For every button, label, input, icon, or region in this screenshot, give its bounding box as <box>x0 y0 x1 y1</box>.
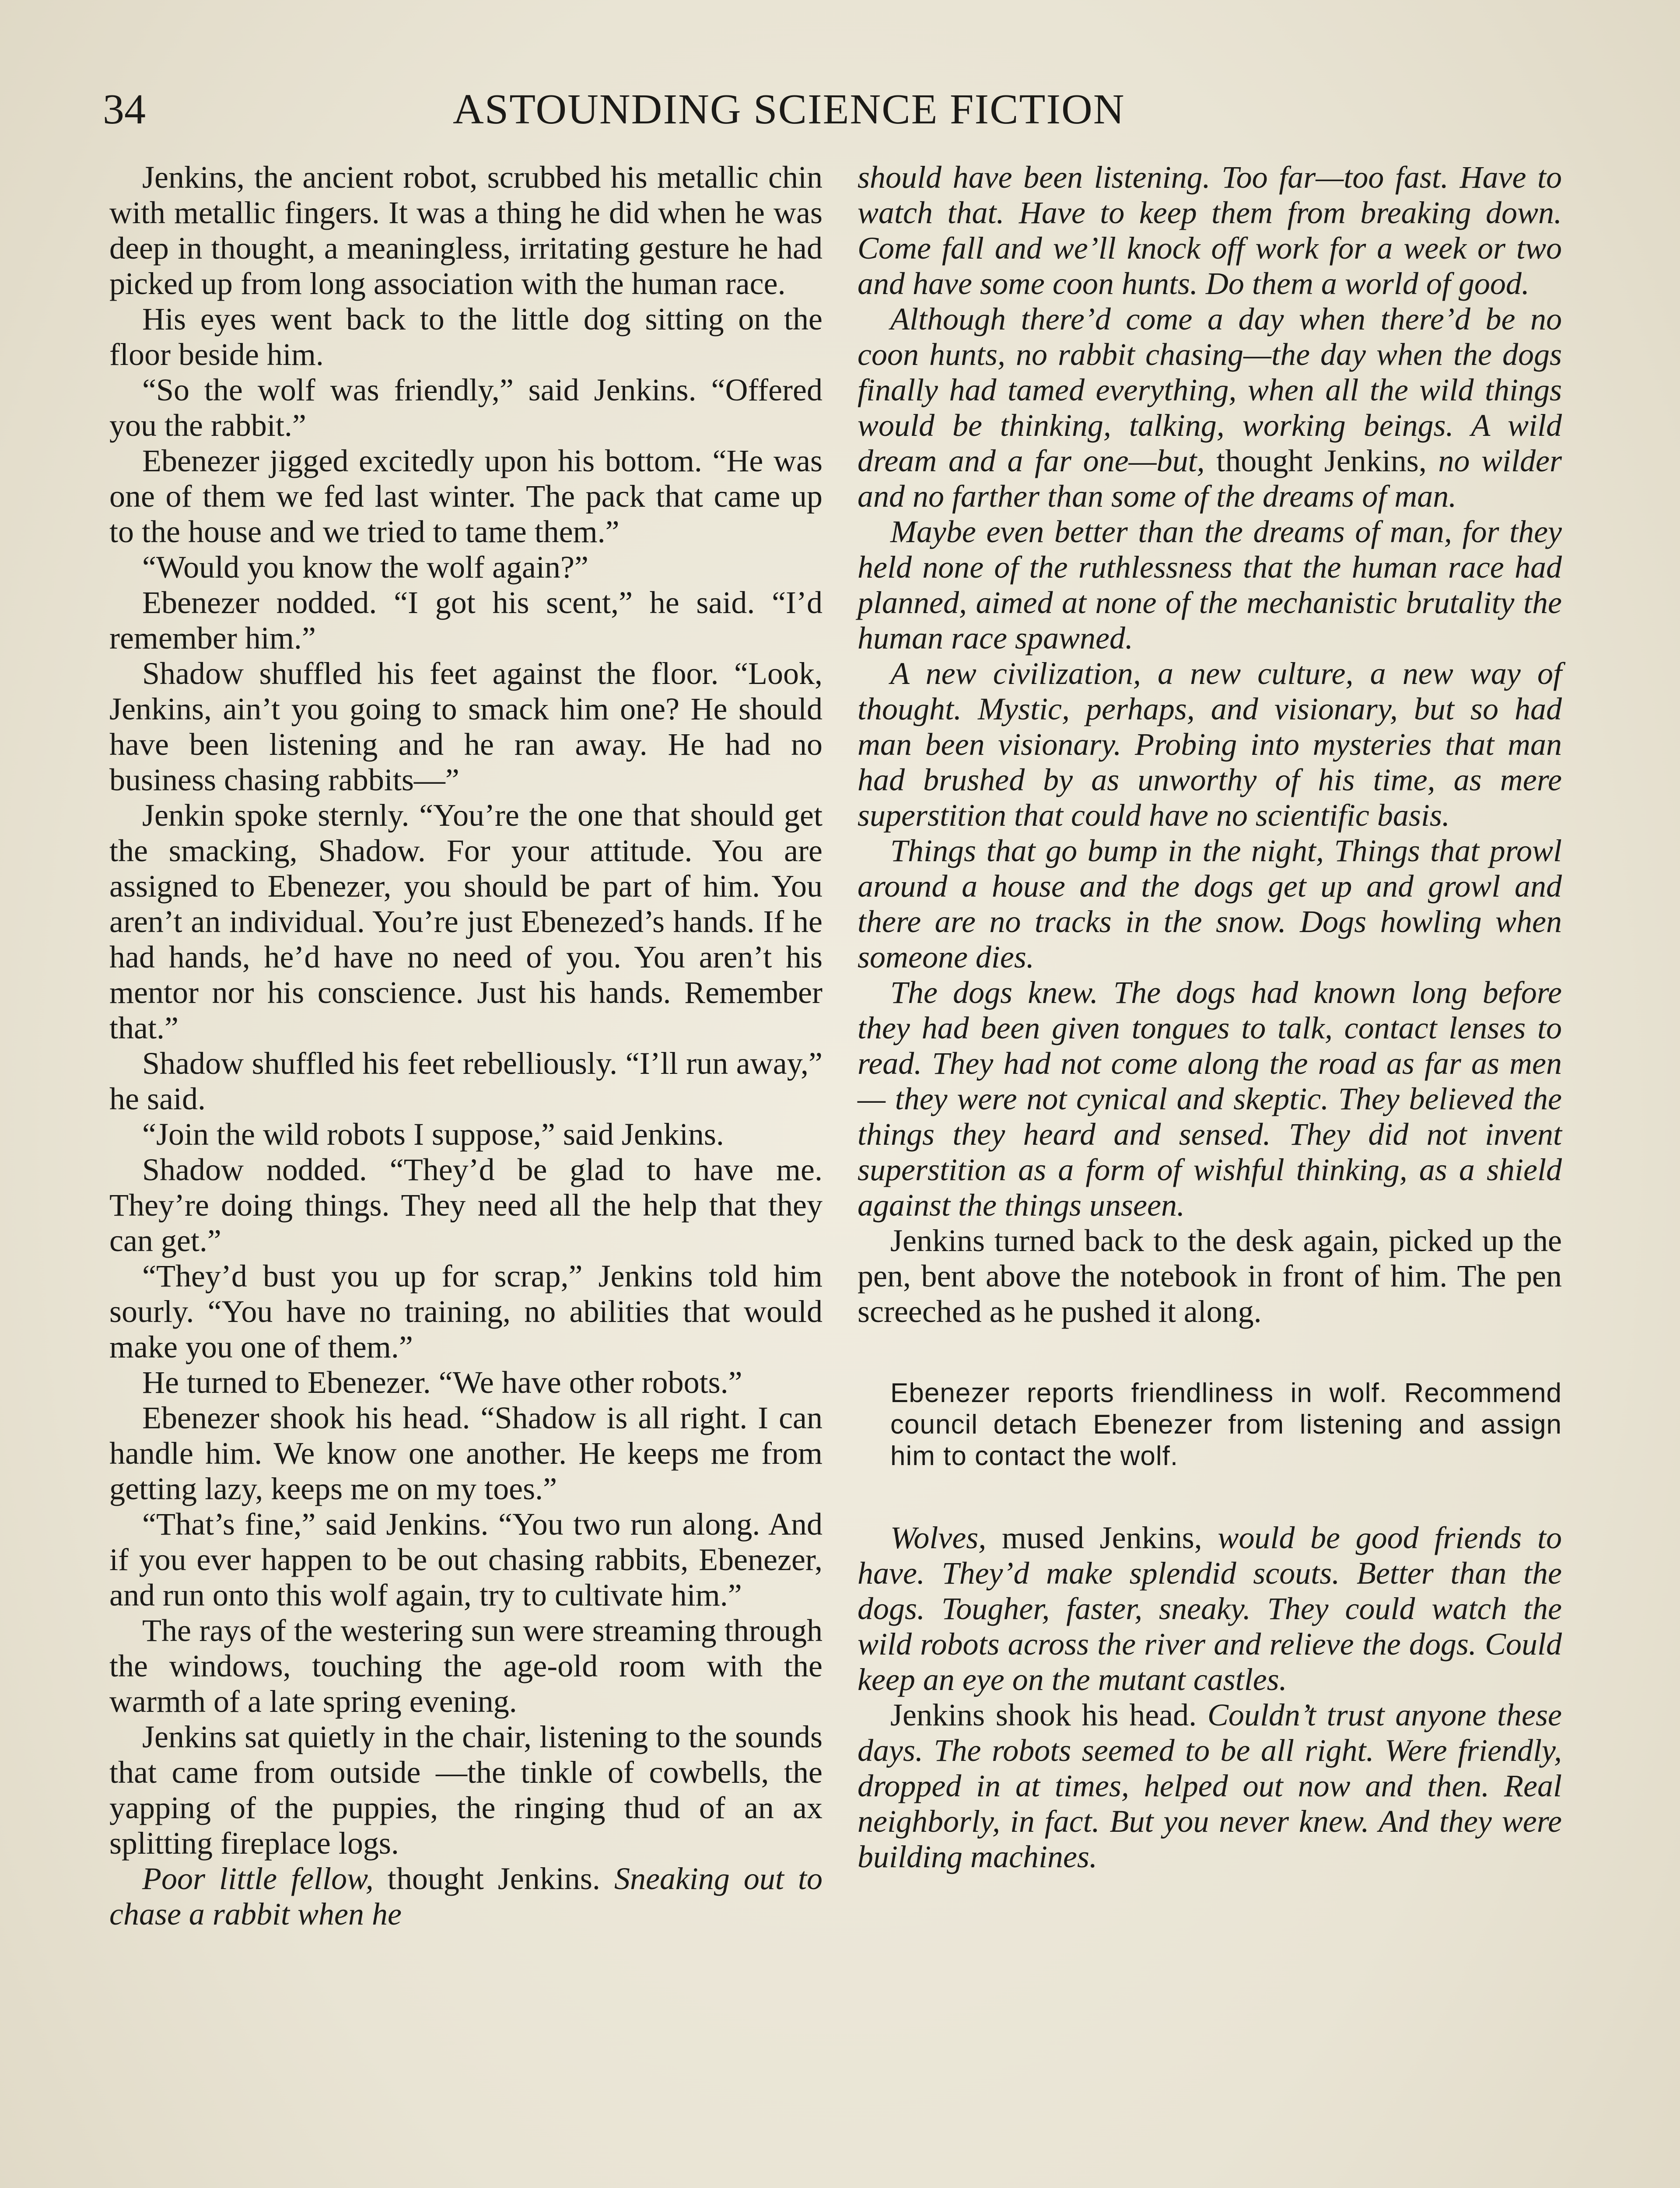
paragraph <box>858 656 1562 833</box>
paragraph: His eyes went back to the little dog sitting on the floor beside him. <box>109 302 822 372</box>
paragraph: Shadow nodded. “They’d be glad to have me. They’re doing things. They need all the help that they can get.” <box>109 1152 822 1258</box>
paragraph <box>858 160 1562 302</box>
paragraph: “Would you know the wolf again?” <box>142 550 588 585</box>
paragraph: He turned to Ebenezer. “We have other robots.” <box>142 1365 742 1400</box>
narration: thought Jenkins. <box>373 1861 614 1896</box>
paragraph: Ebenezer shook his head. “Shadow is all right. I can handle him. We know one another. He keeps me from getting lazy, keeps me on my toes.” <box>109 1400 822 1506</box>
narration: Jenkins shook his head. <box>890 1697 1208 1732</box>
italic-thought: Sneaking out to chase a rabbit when he <box>109 1861 822 1932</box>
paragraph: “They’d bust you up for scrap,” Jenkins told him sourly. “You have no training, no abilities that would make you one of them.” <box>109 1259 822 1364</box>
page-header <box>103 81 1214 147</box>
paragraph <box>858 514 1562 656</box>
italic-thought: Wolves, <box>890 1520 987 1555</box>
paragraph <box>858 1520 1562 1697</box>
paragraph: Ebenezer jigged excitedly upon his bottom. “He was one of them we fed last winter. The pack that came up to the house and we tried to tame them.” <box>109 443 822 549</box>
italic-thought: Things that go bump in the night, Things that prowl around a house and the dogs get up and growl and there are no tracks in the snow. Dogs howling when someone dies. <box>858 833 1562 975</box>
italic-thought: no wilder and no farther than some of the dreams of man. <box>858 443 1562 514</box>
italic-thought: A new civilization, a new culture, a new way of thought. Mystic, perhaps, and visionary, but so had man been visionary. Probing into mysteries that man had brushed by as unworthy of his time, as mere superstition that could have no scientific basis. <box>858 656 1562 833</box>
paragraph <box>858 975 1562 1223</box>
paragraph: “Join the wild robots I suppose,” said Jenkins. <box>142 1117 724 1152</box>
paragraph: Jenkin spoke sternly. “You’re the one that should get the smacking, Shadow. For your attitude. You are assigned to Ebenezer, you should be part of him. You aren’t an individual. You’re just Ebenezed’s hands. If he had hands, he’d have no need of you. You aren’t his mentor nor his conscience. Just his hands. Remember that.” <box>109 798 822 1045</box>
notebook-entry: Ebenezer reports friendliness in wolf. Recommend council detach Ebenezer from listening and assign him to contact the wolf. <box>890 1378 1562 1471</box>
paragraph <box>109 1861 822 1932</box>
paragraph: Ebenezer nodded. “I got his scent,” he said. “I’d remember him.” <box>109 585 822 656</box>
italic-thought: Couldn’t trust anyone these days. The robots seemed to be all right. Were friendly, dropped in at times, helped out now and then. Real neighborly, in fact. But you never knew. And they were building machines. <box>858 1697 1562 1874</box>
paragraph: “So the wolf was friendly,” said Jenkins. “Offered you the rabbit.” <box>109 372 822 443</box>
italic-thought: Maybe even better than the dreams of man, for they held none of the ruthlessness that the human race had planned, aimed at none of the mechanistic brutality the human race spawned. <box>858 514 1562 656</box>
italic-thought: Poor little fellow, <box>142 1861 374 1896</box>
italic-thought: Although there’d come a day when there’d be no coon hunts, no rabbit chasing—the day when the dogs finally had tamed everything, when all the wild things would be thinking, talking, working beings. A wild dream and a far one—but, <box>858 302 1562 478</box>
narration: thought Jenkins, <box>1204 443 1438 478</box>
paragraph <box>858 302 1562 514</box>
paragraph: Jenkins turned back to the desk again, picked up the pen, bent above the notebook in front of him. The pen screeched as he pushed it along. <box>858 1223 1562 1329</box>
page-number: 34 <box>103 86 146 133</box>
italic-thought: would be good friends to have. They’d make splendid scouts. Better than the dogs. Tougher, faster, sneaky. They could watch the wild robots across the river and relieve the dogs. Could keep an eye on the mutant castles. <box>858 1520 1562 1697</box>
italic-thought: should have been listening. Too far—too fast. Have to watch that. Have to keep them from breaking down. Come fall and we’ll knock off work for a week or two and have some coon hunts. Do them a world of good. <box>858 160 1562 301</box>
paragraph: The rays of the westering sun were streaming through the windows, touching the age-old room with the warmth of a late spring evening. <box>109 1613 822 1719</box>
paragraph: Shadow shuffled his feet against the floor. “Look, Jenkins, ain’t you going to smack him one? He should have been listening and he ran away. He had no business chasing rabbits—” <box>109 656 822 797</box>
paragraph: Jenkins sat quietly in the chair, listening to the sounds that came from outside —the tinkle of cowbells, the yapping of the puppies, the ringing thud of an ax splitting fireplace logs. <box>109 1719 822 1861</box>
paragraph <box>858 833 1562 975</box>
narration: mused Jenkins, <box>986 1520 1218 1555</box>
magazine-title: ASTOUNDING SCIENCE FICTION <box>453 86 1125 133</box>
paragraph: “That’s fine,” said Jenkins. “You two run along. And if you ever happen to be out chasing rabbits, Ebenezer, and run onto this wolf again, try to cultivate him.” <box>109 1507 822 1613</box>
paragraph <box>858 1697 1562 1875</box>
paragraph: Shadow shuffled his feet rebelliously. “I’ll run away,” he said. <box>109 1046 822 1116</box>
paragraph: Jenkins, the ancient robot, scrubbed his metallic chin with metallic fingers. It was a thing he did when he was deep in thought, a meaningless, irritating gesture he had picked up from long association with the human race. <box>109 160 822 301</box>
italic-thought: The dogs knew. The dogs had known long before they had been given tongues to talk, contact lenses to read. They had not come along the road as far as men— they were not cynical and skeptic. They believed the things they heard and sensed. They did not invent superstition as a form of wishful thinking, as a shield against the things unseen. <box>858 975 1562 1223</box>
right-column <box>858 160 1562 1875</box>
left-column <box>109 160 822 1932</box>
